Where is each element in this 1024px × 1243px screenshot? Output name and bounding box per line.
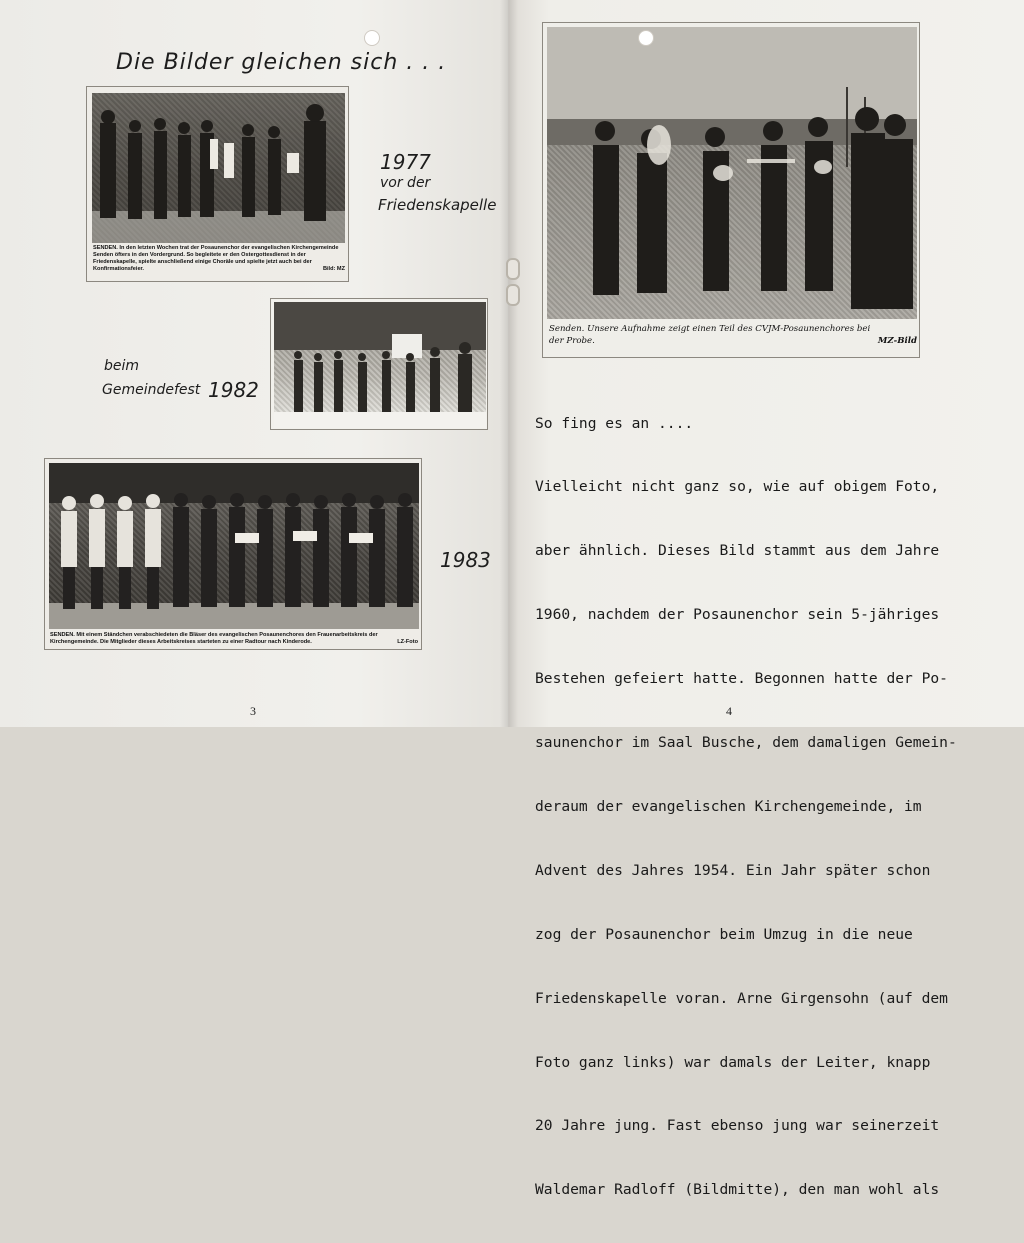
text-line: deraum der evangelischen Kirchengemeinde, im xyxy=(535,797,922,815)
newspaper-clipping-1977 xyxy=(86,86,349,282)
photo-brass-band-rehearsal xyxy=(547,27,917,319)
page-number-right: 4 xyxy=(726,704,732,718)
right-page xyxy=(508,0,1024,1199)
note-year-1982: 1982 xyxy=(208,378,259,402)
text-line: 1960, nachdem der Posaunenchor sein 5-jähriges xyxy=(535,606,940,624)
staple xyxy=(506,258,520,280)
book-spine xyxy=(500,0,518,727)
text-line: Foto ganz links) war damals der Leiter, knapp xyxy=(535,1053,931,1071)
photo-brass-band-1982 xyxy=(274,302,486,428)
text-line: Waldemar Radloff (Bildmitte), den man wohl als xyxy=(535,1181,940,1199)
note-friedenskapelle: Friedenskapelle xyxy=(378,196,497,214)
photo-caption-1977 xyxy=(93,245,345,279)
caption-line-1: Senden. Unsere Aufnahme zeigt einen Teil des CVJM-Posaunenchores bei xyxy=(549,324,871,334)
photo-brass-band-1977 xyxy=(92,93,345,243)
text-line: Vielleicht nicht ganz so, wie auf obigem Foto, xyxy=(535,478,940,496)
article-text xyxy=(535,370,957,1243)
page-number-left: 3 xyxy=(250,704,256,718)
photo-caption-1960 xyxy=(549,323,919,347)
caption-credit: LZ-Foto xyxy=(397,639,418,645)
text-line: Bestehen gefeiert hatte. Begonnen hatte der Po- xyxy=(535,670,948,688)
text-line: So fing es an .... xyxy=(535,414,694,432)
caption-text: SENDEN. Mit einem Ständchen verabschiedeten die Bläser des evangelischen Posaunenchores den Frauenarbeitskreis der Kirchengemeinde. Die Mitglieder dieses Arbeitskreises starteten zu einer Radtour nach Kinderode. xyxy=(50,632,378,645)
text-line: aber ähnlich. Dieses Bild stammt aus dem Jahre xyxy=(535,542,940,560)
caption-credit: Bild: MZ xyxy=(322,266,345,272)
note-gemeindefest: Gemeindefest xyxy=(102,382,201,398)
note-vor-der: vor der xyxy=(380,175,431,191)
text-line: Advent des Jahres 1954. Ein Jahr später schon xyxy=(535,861,931,879)
newspaper-clipping-1982 xyxy=(270,298,488,430)
text-line: saunenchor im Saal Busche, dem damaligen Gemein- xyxy=(535,734,957,752)
staple xyxy=(506,284,520,306)
newspaper-clipping-1983 xyxy=(44,458,422,650)
photo-caption-1983 xyxy=(50,632,418,650)
photo-brass-band-1983 xyxy=(49,463,419,629)
punch-hole xyxy=(638,30,654,46)
left-page xyxy=(0,0,508,727)
note-year-1983: 1983 xyxy=(440,548,491,572)
caption-line-2: der Probe. xyxy=(549,336,595,346)
caption-credit: MZ-Bild xyxy=(877,336,917,346)
note-beim: beim xyxy=(104,358,140,374)
text-line: 20 Jahre jung. Fast ebenso jung war seinerzeit xyxy=(535,1117,940,1135)
punch-hole xyxy=(364,30,380,46)
text-line: zog der Posaunenchor beim Umzug in die neue xyxy=(535,925,913,943)
page-heading: Die Bilder gleichen sich . . . xyxy=(116,50,447,75)
caption-text: SENDEN. In den letzten Wochen trat der Posaunenchor der evangelischen Kirchengemeinde Senden öfters in den Vordergrund. So begleitete er den Ostergottesdienst in der Friedenskapelle, spielte anschließend einige Choräle und spielte jetzt auch bei der Konfirmationsfeier. xyxy=(93,245,339,272)
note-year-1977: 1977 xyxy=(380,150,431,174)
newspaper-clipping-1960 xyxy=(542,22,920,358)
text-line: Friedenskapelle voran. Arne Girgensohn (auf dem xyxy=(535,989,948,1007)
